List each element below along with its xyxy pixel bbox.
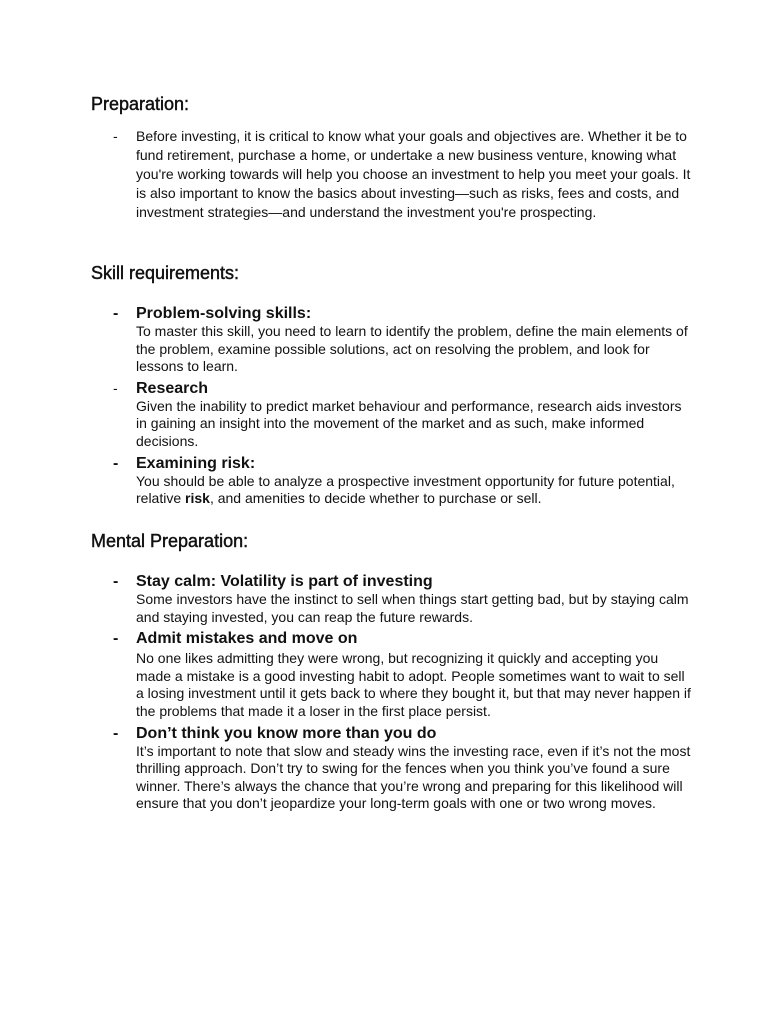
list-item: [91, 629, 691, 720]
body-emphasis: risk: [185, 490, 210, 507]
bullet-dash: -: [113, 573, 119, 590]
item-title: Problem-solving skills:: [136, 305, 312, 322]
paragraph: Before investing, it is critical to know what your goals and objectives are. Whether it be to fund retirement, purchase a home, or undertake a new business venture, knowing what you're working towards will help you choose an investment to help you meet your goals. It is also important to know the basics about investing—such as risks, fees and costs, and investment strategies—and understand the investment you're prospecting.: [136, 128, 691, 220]
bullet-dash: -: [113, 454, 119, 472]
list-item: [91, 127, 691, 222]
section-heading: Skill requirements:: [91, 263, 240, 283]
item-body: Some investors have the instinct to sell when things start getting bad, but by staying calm and staying invested, you can reap the future rewards.: [136, 591, 689, 625]
item-body: No one likes admitting they were wrong, but recognizing it quickly and accepting you made a mistake is a good investing habit to adopt. People sometimes want to wait to sell a losing investment until it gets back to where they bought it, but that may never happen if the problems that made it a loser in the first place persist.: [136, 650, 691, 719]
bullet-dash: -: [113, 630, 119, 648]
item-title: Stay calm: Volatility is part of investing: [136, 573, 433, 590]
list-item: [91, 304, 691, 376]
item-title: Admit mistakes and move on: [136, 630, 358, 648]
body-text: You should be able to analyze a prospective investment opportunity for future potential, relative: [136, 472, 675, 507]
item-body: [136, 473, 691, 508]
list-item: [91, 572, 691, 626]
item-title: Examining risk:: [136, 454, 256, 472]
item-title: Don’t think you know more than you do: [136, 724, 437, 742]
bullet-dash: -: [113, 379, 118, 396]
section-preparation: [91, 93, 691, 222]
list-item: [91, 724, 691, 813]
item-body: Given the inability to predict market behaviour and performance, research aids investors in gaining an insight into the movement of the market and as such, make informed decisions.: [136, 397, 682, 449]
section-skill-requirements: [91, 262, 691, 508]
section-mental-preparation: [91, 530, 691, 813]
section-heading: Preparation:: [91, 94, 190, 114]
item-body: It’s important to note that slow and steady wins the investing race, even if it’s not the most thrilling approach. Don’t try to swing for the fences when you think you’ve found a sure winner. There’s always the chance that you’re wrong and preparing for this likelihood will ensure that you don’t jeopardize your long-term goals with one or two wrong moves.: [136, 742, 691, 812]
bullet-dash: -: [113, 724, 119, 742]
section-heading: Mental Preparation:: [91, 531, 249, 551]
item-body: To master this skill, you need to learn to identify the problem, define the main elements of the problem, examine possible solutions, act on resolving the problem, and look for lessons to learn.: [136, 323, 688, 375]
item-title: Research: [136, 379, 209, 397]
list-item: [91, 454, 691, 508]
bullet-dash: -: [113, 128, 118, 144]
bullet-dash: -: [113, 305, 119, 322]
body-text: , and amenities to decide whether to purchase or sell.: [209, 490, 542, 507]
list-item: [91, 379, 691, 451]
